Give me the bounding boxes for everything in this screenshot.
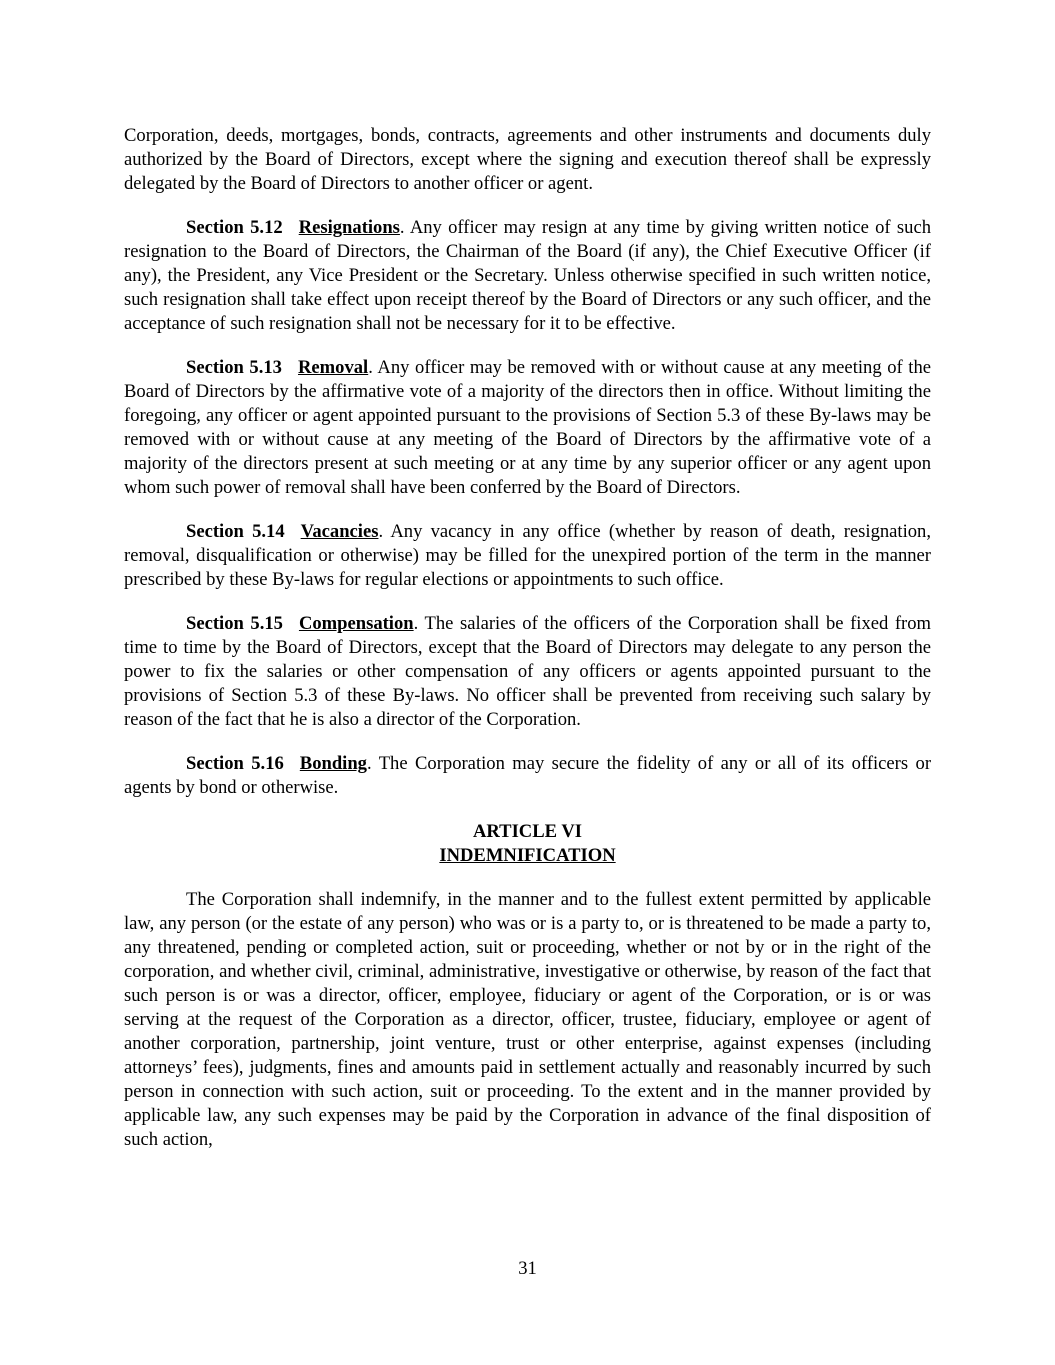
section-number: Section 5.15 <box>186 613 283 634</box>
section-number: Section 5.14 <box>186 521 285 542</box>
section-5-12 <box>124 216 931 336</box>
section-5-14 <box>124 520 931 592</box>
section-number: Section 5.12 <box>186 217 283 238</box>
article-body: The Corporation shall indemnify, in the manner and to the fullest extent permitted by applicable law, any person (or the estate of any person) who was or is a party to, or is threatened to be made a party to, any threatened, pending or completed action, suit or proceeding, whether or not by or in the right of the corporation, and whether civil, criminal, administrative, investigative or otherwise, by reason of the fact that such person is or was a director, officer, employee, fiduciary or agent of the Corporation, or is or was serving at the request of the Corporation as a director, officer, trustee, fiduciary, employee or agent of another corporation, partnership, joint venture, trust or other enterprise, against expenses (including attorneys’ fees), judgments, fines and amounts paid in settlement actually and reasonably incurred by such person in connection with such action, suit or proceeding. To the extent and in the manner provided by applicable law, any such expenses may be paid by the Corporation in advance of the final disposition of such action, <box>124 889 931 1150</box>
section-number: Section 5.16 <box>186 753 284 774</box>
page-number: 31 <box>518 1258 537 1279</box>
section-body: . Any officer may be removed with or without cause at any meeting of the Board of Directors by the affirmative vote of a majority of the directors then in office. Without limiting the foregoing, any officer or agent appointed pursuant to the provisions of Section 5.3 of these By-laws may be removed with or without cause at any meeting of the Board of Directors by the affirmative vote of a majority of the directors present at such meeting or at any time by any superior officer or any agent upon whom such power of removal shall have been conferred by the Board of Directors. <box>124 357 932 498</box>
continued-paragraph: Corporation, deeds, mortgages, bonds, contracts, agreements and other instruments and documents duly authorized by the Board of Directors, except where the signing and execution thereof shall be expressly delegated by the Board of Directors to another officer or agent. <box>124 125 931 194</box>
article-title: INDEMNIFICATION <box>439 845 616 866</box>
section-5-13 <box>124 356 931 500</box>
section-body: . Any officer may resign at any time by giving written notice of such resignation to the Board of Directors, the Chairman of the Board (if any), the Chief Executive Officer (if any), the President, any Vice President or the Secretary. Unless otherwise specified in such written notice, such resignation shall take effect upon receipt thereof by the Board of Directors or any such officer, and the acceptance of such resignation shall not be necessary for it to be effective. <box>124 217 931 334</box>
section-body: . Any vacancy in any office (whether by reason of death, resignation, removal, disqualification or otherwise) may be filled for the unexpired portion of the term in the manner prescribed by these By-laws for regular elections or appointments to such office. <box>124 521 931 590</box>
section-title: Removal <box>297 357 369 378</box>
section-5-15 <box>124 612 931 732</box>
article-heading: ARTICLE VI <box>472 821 583 842</box>
section-title: Vacancies <box>300 521 379 542</box>
section-number: Section 5.13 <box>186 357 282 378</box>
section-title: Resignations <box>298 217 400 238</box>
section-title: Compensation <box>298 613 414 634</box>
article-heading-block <box>124 820 931 868</box>
section-title: Bonding <box>299 753 367 774</box>
document-page <box>124 124 931 1172</box>
section-body: . The salaries of the officers of the Corporation shall be fixed from time to time by the Board of Directors, except that the Board of Directors may delegate to any person the power to fix the salaries or other compensation of any officers or agents appointed pursuant to the provisions of Section 5.3 of these By-laws. No officer shall be prevented from receiving such salary by reason of the fact that he is also a director of the Corporation. <box>124 613 931 730</box>
section-5-16 <box>124 752 931 800</box>
section-body: . The Corporation may secure the fidelity of any or all of its officers or agents by bond or otherwise. <box>124 753 932 798</box>
